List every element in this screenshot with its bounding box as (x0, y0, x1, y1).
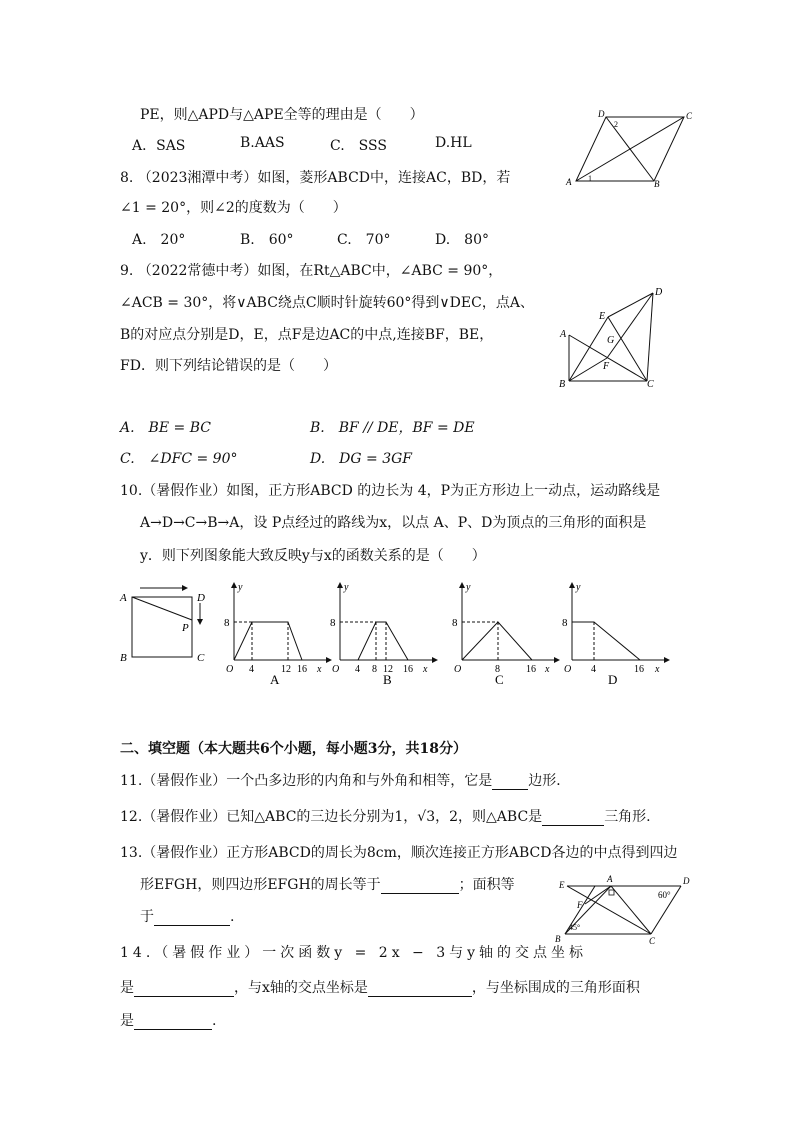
label-f: F (603, 361, 610, 372)
tick-4: 4 (591, 664, 596, 675)
tick-16: 16 (634, 664, 644, 675)
axis-y: y (238, 582, 243, 593)
tick-8: 8 (330, 617, 336, 629)
q8-line1: 8. （2023湘潭中考）如图，菱形ABCD中，连接AC，BD，若 (120, 170, 511, 186)
q11-text-after: 边形． (528, 773, 571, 789)
rotation-figure (555, 285, 675, 390)
axis-y: y (344, 582, 349, 593)
q10-line1: 10.（暑假作业）如图，正方形ABCD 的边长为 4，P为正方形边上一动点，运动路线是 (120, 483, 661, 499)
q13-text: 于 (140, 909, 154, 925)
axis-y: y (576, 582, 581, 593)
label-a: A (607, 874, 613, 884)
origin: O (454, 664, 462, 675)
label-p: P (182, 622, 189, 634)
q8-option-a: A. 20° (132, 232, 186, 248)
graph-d (560, 580, 670, 690)
q7-continuation: PE，则△APD与△APE全等的理由是（ ） (140, 107, 424, 123)
q14-text: . (212, 1013, 217, 1029)
q14-text: ，与坐标围成的三角形面积 (471, 980, 640, 996)
label-c: C (649, 936, 656, 946)
q7-option-b: B.AAS (240, 135, 285, 151)
section-2-title: 二、填空题（本大题共6个小题，每小题3分，共18分） (120, 741, 467, 757)
q12-text-after: 三角形. (604, 809, 651, 825)
q12 (120, 806, 651, 826)
q7-option-d: D.HL (435, 135, 472, 151)
label-a: A (120, 592, 127, 604)
tick-16: 16 (526, 664, 536, 675)
square-figure (118, 585, 218, 670)
graph-b (328, 580, 438, 690)
q14-x-intercept-blank[interactable] (368, 982, 472, 997)
q9-line4: FD．则下列结论错误的是（ ） (120, 358, 337, 374)
option-label: C (495, 672, 504, 687)
label-d: D (683, 876, 690, 886)
axis-x: x (655, 664, 660, 675)
label-b: B (559, 379, 566, 390)
q14-line1: 14.（暑假作业）一次函数y = 2x − 3与y轴的交点坐标 (120, 945, 588, 961)
axis-x: x (423, 664, 428, 675)
tick-8: 8 (372, 664, 377, 675)
label-e: E (559, 880, 565, 890)
q9-line3: B的对应点分别是D，E，点F是边AC的中点,连接BF，BE， (120, 327, 494, 343)
q9-option-d: D. DG = 3GF (310, 451, 413, 467)
q12-text: 12.（暑假作业）已知△ABC的三边长分别为1，√3，2，则△ABC是 (120, 809, 543, 825)
q11-text: 11.（暑假作业）一个凸多边形的内角和与外角和相等，它是 (120, 773, 493, 789)
label-b: B (120, 652, 127, 664)
rhombus-figure (560, 105, 700, 190)
tick-8: 8 (452, 617, 458, 629)
label-b: B (654, 179, 660, 189)
option-label: D (608, 672, 618, 687)
q14-line2 (120, 977, 640, 997)
q8-line2: ∠1 = 20°，则∠2的度数为（ ） (120, 200, 347, 216)
tick-16: 16 (297, 664, 307, 675)
q13-text: ；面积等 (458, 877, 515, 893)
q8-option-b: B. 60° (240, 232, 294, 248)
q11-blank[interactable] (492, 775, 528, 790)
graph-c (450, 580, 560, 690)
tick-16: 16 (403, 664, 413, 675)
label-e: E (599, 311, 606, 322)
tick-4: 4 (355, 664, 360, 675)
origin: O (564, 664, 572, 675)
label-a: A (566, 177, 572, 187)
q11 (120, 770, 570, 790)
q13-line1: 13.（暑假作业）正方形ABCD的周长为8cm，顺次连接正方形ABCD各边的中点得到四边 (120, 845, 678, 861)
option-label: A (270, 672, 280, 687)
label-b: B (555, 934, 561, 944)
q8-option-c: C. 70° (337, 232, 391, 248)
label-a: A (560, 329, 567, 340)
angle-2-label: 2 (614, 120, 618, 129)
origin: O (332, 664, 340, 675)
tick-4: 4 (249, 664, 254, 675)
q7-option-a: A．SAS (132, 138, 186, 154)
q13-text: . (230, 909, 235, 925)
axis-y: y (466, 582, 471, 593)
q14-text: 是 (120, 1013, 134, 1029)
q14-text: 是 (120, 980, 134, 996)
q9-option-a: A. BE = BC (120, 420, 211, 436)
q14-y-intercept-blank[interactable] (134, 982, 234, 997)
q12-blank[interactable] (542, 811, 604, 826)
angle-60-label: 60° (658, 890, 671, 900)
label-f: F (577, 900, 583, 910)
angle-1-label: 1 (588, 174, 592, 183)
option-label: B (383, 672, 392, 687)
label-d: D (655, 287, 663, 298)
label-c: C (197, 652, 205, 664)
q10-line2: A→D→C→B→A，设 P点经过的路线为x，以点 A、P、D为顶点的三角形的面积是 (140, 515, 647, 531)
q9-line2: ∠ACB = 30°，将∨ABC绕点C顺时针旋转60°得到∨DEC，点A、 (120, 295, 534, 311)
label-g: G (607, 335, 615, 346)
tick-12: 12 (383, 664, 393, 675)
parallelogram-figure (555, 872, 695, 950)
label-d: D (598, 109, 605, 119)
graph-a (222, 580, 332, 690)
tick-8: 8 (562, 617, 568, 629)
q9-option-c: C. ∠DFC = 90° (120, 451, 238, 467)
q13-text: 形EFGH，则四边形EFGH的周长等于 (140, 877, 381, 893)
q14-line3 (120, 1010, 216, 1030)
origin: O (226, 664, 234, 675)
q14-text: ，与x轴的交点坐标是 (234, 980, 368, 996)
label-c: C (647, 379, 654, 390)
q13-perimeter-blank[interactable] (381, 879, 459, 894)
q9-line1: 9. （2022常德中考）如图，在Rt△ABC中，∠ABC = 90°， (120, 263, 503, 279)
label-d: D (197, 592, 205, 604)
q8-option-d: D. 80° (435, 232, 489, 248)
label-c: C (686, 111, 693, 121)
tick-12: 12 (281, 664, 291, 675)
axis-x: x (545, 664, 550, 675)
angle-45-label: 45° (569, 923, 581, 932)
q13-line3 (140, 906, 234, 926)
q9-option-b: B. BF // DE，BF = DE (310, 420, 475, 436)
q10-line3: y．则下列图象能大致反映y与x的函数关系的是（ ） (140, 548, 486, 564)
axis-x: x (317, 664, 322, 675)
q13-line2 (140, 874, 515, 894)
tick-8: 8 (495, 664, 500, 675)
q14-area-blank[interactable] (134, 1015, 212, 1030)
tick-8: 8 (224, 617, 230, 629)
q7-option-c: C. SSS (330, 138, 387, 154)
q13-area-blank[interactable] (154, 911, 230, 926)
